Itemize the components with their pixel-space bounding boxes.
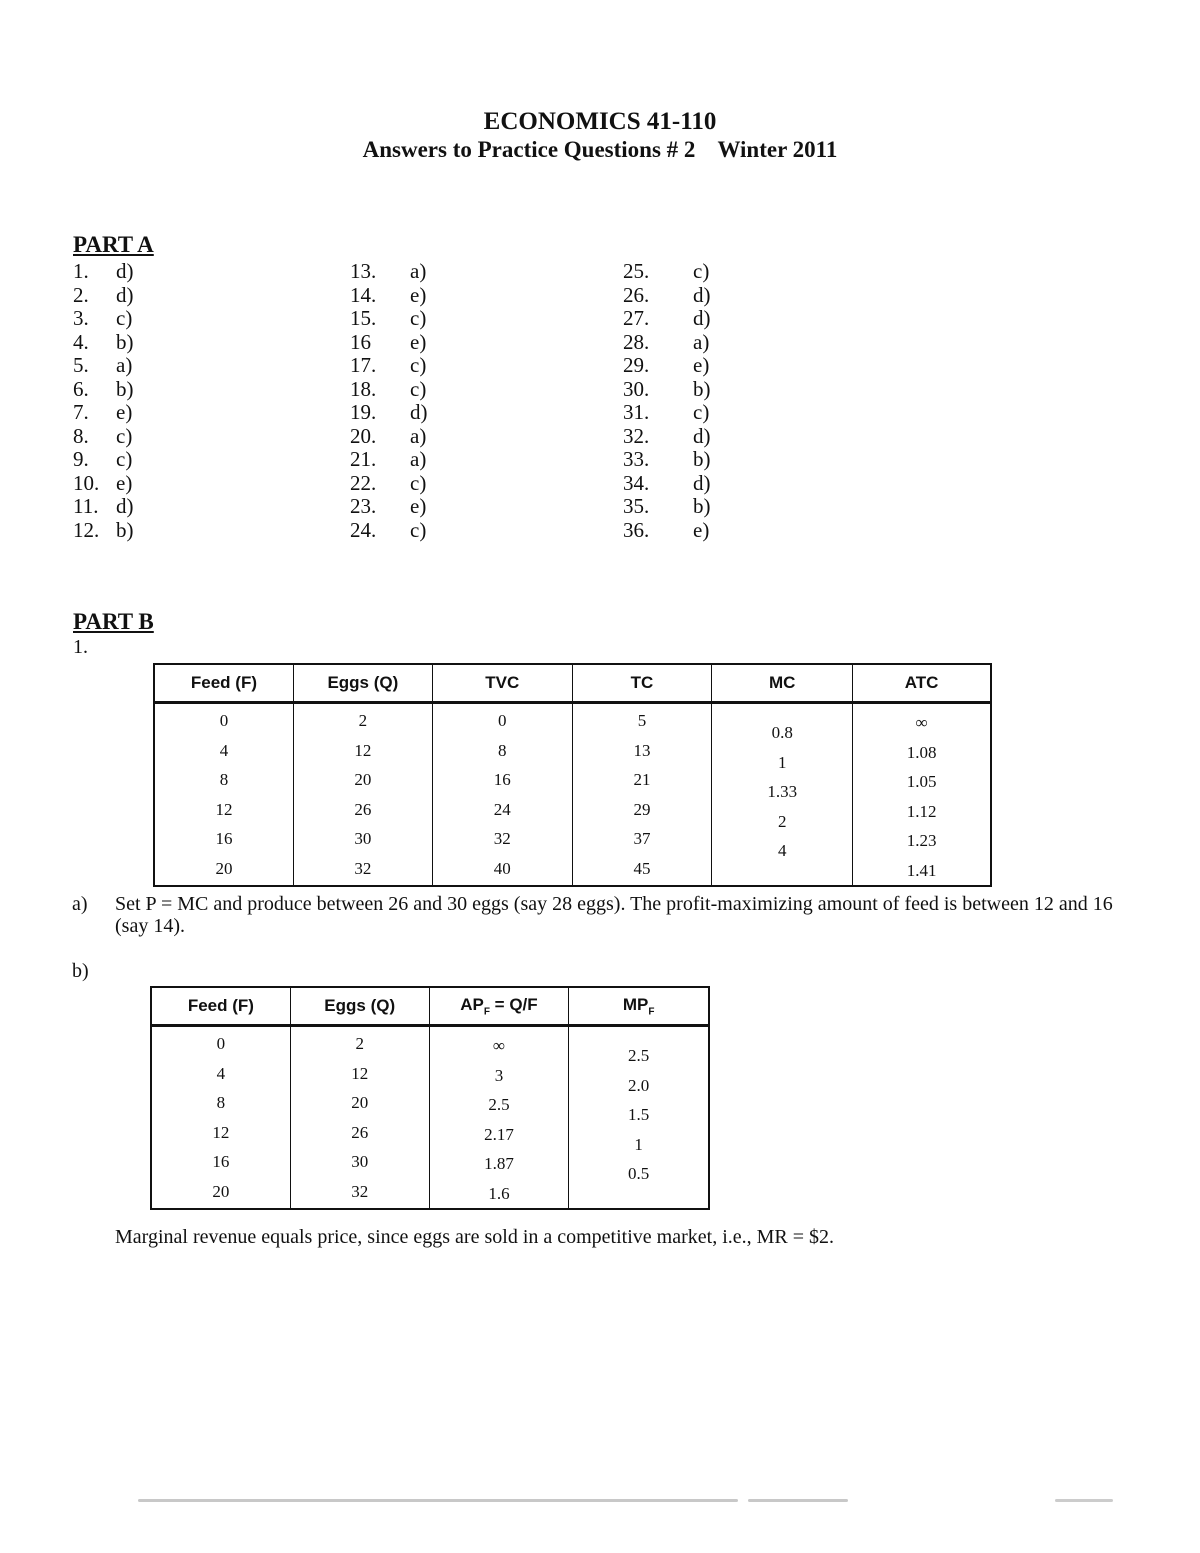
table-cell: 30	[354, 829, 372, 848]
part-a-heading: PART A	[73, 232, 154, 257]
document-subtitle	[0, 137, 1200, 163]
answer-choice: a)	[116, 353, 133, 377]
table-cell: 12	[212, 1122, 230, 1142]
question-number: 10.	[73, 470, 100, 495]
footer-smudge	[138, 1494, 858, 1508]
header-mpf: $MP_F$	[569, 987, 709, 1026]
answer-choice: b)	[116, 329, 134, 354]
table-cell: 4	[219, 740, 229, 760]
question-number: 24.	[350, 517, 377, 542]
table-cell: 8	[219, 770, 229, 789]
answer-row	[350, 472, 428, 496]
question-number: 27.	[623, 306, 650, 330]
answer-row	[350, 307, 428, 331]
tc-column	[572, 703, 712, 887]
answer-row	[350, 354, 428, 378]
answer-row	[623, 354, 711, 378]
feed-column	[154, 703, 293, 887]
table-cell: 16	[212, 1152, 230, 1171]
table-cell: 20	[354, 770, 372, 789]
part-b-label: b)	[72, 960, 89, 982]
table-cell: 12	[351, 1063, 369, 1083]
table-cell: 37	[633, 829, 651, 848]
answer-choice: c)	[410, 517, 427, 542]
table-cell: 21	[633, 770, 651, 789]
question-number: 4.	[73, 329, 89, 354]
footer-page	[1055, 1494, 1115, 1508]
table-cell: 12	[354, 740, 372, 760]
table-cell: 4	[777, 841, 787, 860]
question-number: 33.	[623, 447, 650, 471]
answer-row	[350, 284, 428, 308]
table-cell: 2	[777, 811, 787, 831]
table-cell: 8	[216, 1093, 226, 1112]
table-cell: 1.23	[906, 831, 937, 850]
question-number: 9.	[73, 447, 89, 471]
table-cell: 1.6	[488, 1183, 510, 1203]
header-feed: Feed (F)	[154, 664, 293, 703]
part-a-label: a)	[72, 893, 88, 915]
question-number: 6.	[73, 376, 89, 401]
answer-row	[350, 260, 428, 284]
answer-choice: c)	[693, 259, 710, 283]
eggs-column	[293, 703, 432, 887]
question-number: 22.	[350, 470, 377, 495]
table-cell: 2.5	[628, 1046, 650, 1065]
answer-row	[623, 401, 711, 425]
answer-choice: d)	[693, 306, 711, 330]
header-mc: MC	[712, 664, 853, 703]
answer-row	[73, 354, 134, 378]
tvc-column	[432, 703, 572, 887]
question-number: 12.	[73, 517, 100, 542]
answer-choice: d)	[693, 470, 711, 495]
mp-column	[569, 1026, 709, 1210]
question-number: 3.	[73, 306, 89, 330]
answer-row	[623, 472, 711, 496]
answer-choice: a)	[410, 259, 427, 283]
answer-row	[73, 448, 134, 472]
question-number: 15.	[350, 306, 377, 330]
answer-row	[623, 260, 711, 284]
answer-row	[73, 307, 134, 331]
answer-choice: a)	[410, 447, 427, 471]
table-cell: 0	[219, 711, 229, 730]
footer-path	[138, 1494, 858, 1508]
answer-row	[623, 307, 711, 331]
question-number: 35.	[623, 494, 650, 518]
table-cell: 0	[497, 711, 507, 730]
answer-row	[623, 448, 711, 472]
table-cell: 24	[493, 799, 511, 819]
answer-choice: d)	[116, 494, 134, 518]
answer-column-1	[73, 260, 134, 542]
header-feed-2: Feed (F)	[151, 987, 290, 1026]
answer-row	[350, 331, 428, 355]
answer-choice: e)	[410, 282, 427, 307]
answer-row	[623, 378, 711, 402]
question-number: 21.	[350, 447, 377, 471]
question-number: 31.	[623, 400, 650, 424]
answer-choice: c)	[116, 447, 133, 471]
table-cell: 1.5	[628, 1105, 650, 1124]
question-number: 11.	[73, 494, 99, 518]
question-number: 13.	[350, 259, 377, 283]
answer-choice: c)	[693, 400, 710, 424]
question-number: 18.	[350, 376, 377, 401]
table-cell: 29	[633, 799, 651, 819]
part-b-heading: PART B	[73, 609, 154, 634]
table-cell: 45	[633, 858, 651, 878]
answer-choice: c)	[410, 306, 427, 330]
part-a-answer: Set P = MC and produce between 26 and 30 eggs (say 28 eggs). The profit-maximizing amount of feed is between 12 and 16 (say 14).	[115, 893, 1113, 937]
question-number: 23.	[350, 494, 377, 518]
header-tc: TC	[572, 664, 712, 703]
table-cell: 26	[354, 799, 372, 819]
table-cell: 20	[212, 1181, 230, 1201]
question-number: 14.	[350, 282, 377, 307]
table-cell: 1	[634, 1134, 643, 1154]
answer-choice: a)	[693, 329, 710, 354]
answer-choice: d)	[116, 259, 134, 283]
table-cell: 2	[355, 1034, 364, 1053]
table-cell: 4	[216, 1063, 226, 1083]
table-cell: 1.87	[484, 1154, 514, 1173]
answer-choice: d)	[116, 282, 134, 307]
table-cell: ∞	[915, 713, 928, 732]
answer-row	[73, 331, 134, 355]
table-cell: 40	[493, 858, 511, 878]
answer-choice: e)	[116, 400, 133, 424]
cost-table	[153, 663, 992, 887]
question-number: 8.	[73, 423, 89, 448]
table-cell: 32	[354, 858, 372, 878]
answer-choice: c)	[116, 306, 133, 330]
table-cell: 32	[493, 829, 511, 848]
answer-column-3	[623, 260, 711, 542]
table-cell: 2	[358, 711, 368, 730]
answer-choice: a)	[410, 423, 427, 448]
answer-column-2	[350, 260, 428, 542]
answer-row	[350, 401, 428, 425]
table-cell: 2.0	[628, 1075, 650, 1095]
header-apf: $AP_F = Q/F$	[429, 987, 569, 1026]
header-eggs-2: Eggs (Q)	[290, 987, 429, 1026]
answer-row	[73, 495, 134, 519]
answer-choice: b)	[693, 447, 711, 471]
answer-choice: c)	[410, 470, 427, 495]
question-number: 1.	[73, 259, 89, 283]
answer-choice: e)	[410, 329, 427, 354]
table-cell: 26	[351, 1122, 369, 1142]
eggs-column-2	[290, 1026, 429, 1210]
feed-column-2	[151, 1026, 290, 1210]
table-cell: ∞	[492, 1036, 505, 1055]
table-cell: 1.41	[906, 860, 937, 880]
header-tvc: TVC	[432, 664, 572, 703]
answer-choice: e)	[693, 517, 710, 542]
table-cell: 30	[351, 1152, 369, 1171]
conclusion-text: Marginal revenue equals price, since eggs are sold in a competitive market, i.e., MR = $2.	[115, 1226, 835, 1248]
answer-choice: d)	[693, 423, 711, 448]
question-number: 34.	[623, 470, 650, 495]
answer-row	[73, 401, 134, 425]
page-smudge	[1055, 1494, 1115, 1508]
answer-row	[623, 495, 711, 519]
product-table	[150, 986, 710, 1210]
answer-choice: b)	[693, 376, 711, 401]
answer-choice: e)	[116, 470, 133, 495]
question-number: 19.	[350, 400, 377, 424]
answer-row	[623, 284, 711, 308]
table-cell: 2.17	[484, 1124, 514, 1144]
table-cell: 13	[633, 740, 651, 760]
header-eggs: Eggs (Q)	[293, 664, 432, 703]
table-cell: 8	[497, 740, 507, 760]
question-number: 7.	[73, 400, 89, 424]
answer-row	[73, 472, 134, 496]
table-cell: 2.5	[488, 1095, 510, 1114]
answer-row	[623, 425, 711, 449]
answer-row	[350, 425, 428, 449]
answer-choice: b)	[693, 494, 711, 518]
answer-row	[623, 519, 711, 543]
answer-row	[73, 284, 134, 308]
question-number: 26.	[623, 282, 650, 307]
question-number: 17.	[350, 353, 377, 377]
question-number: 2.	[73, 282, 89, 307]
answer-choice: c)	[410, 353, 427, 377]
table-cell: 20	[351, 1093, 369, 1112]
question-number: 28.	[623, 329, 650, 354]
term-text: Winter 2011	[717, 137, 838, 162]
question-number: 36.	[623, 517, 650, 542]
answer-row	[350, 448, 428, 472]
table-cell: 0.8	[771, 723, 793, 742]
ap-column	[429, 1026, 569, 1210]
answer-choice: e)	[410, 494, 427, 518]
answer-row	[73, 425, 134, 449]
answer-choice: b)	[116, 517, 134, 542]
answer-choice: c)	[410, 376, 427, 401]
table-cell: 1.05	[906, 772, 937, 791]
question-number: 20.	[350, 423, 377, 448]
question-number: 5.	[73, 353, 89, 377]
table-cell: 1.33	[767, 782, 798, 801]
table-cell: 16	[215, 829, 233, 848]
table-cell: 0.5	[628, 1164, 650, 1183]
header-atc: ATC	[853, 664, 991, 703]
subtitle-text: Answers to Practice Questions # 2	[362, 137, 696, 162]
mc-column	[712, 703, 853, 887]
answer-choice: b)	[116, 376, 134, 401]
question-number: 32.	[623, 423, 650, 448]
answer-choice: c)	[116, 423, 133, 448]
question-number: 29.	[623, 353, 650, 377]
table-cell: 12	[215, 799, 233, 819]
table-cell: 5	[637, 711, 647, 730]
table-cell: 0	[216, 1034, 226, 1053]
atc-column	[853, 703, 991, 887]
answer-row	[623, 331, 711, 355]
answer-choice: e)	[693, 353, 710, 377]
question-number: 30.	[623, 376, 650, 401]
table-cell: 1	[777, 752, 787, 772]
question-number: 1.	[73, 636, 88, 658]
answer-row	[73, 519, 134, 543]
question-number: 16	[350, 329, 371, 354]
table-cell: 1.12	[906, 801, 937, 821]
answer-row	[73, 260, 134, 284]
table-cell: 3	[494, 1065, 504, 1085]
answer-row	[350, 519, 428, 543]
table-cell: 16	[493, 770, 511, 789]
answer-row	[350, 378, 428, 402]
document-title: ECONOMICS 41-110	[483, 108, 717, 135]
table-cell: 20	[215, 858, 233, 878]
table-cell: 1.08	[906, 742, 937, 762]
answer-row	[73, 378, 134, 402]
table-cell: 32	[351, 1181, 369, 1201]
answer-choice: d)	[693, 282, 711, 307]
answer-row	[350, 495, 428, 519]
question-number: 25.	[623, 259, 650, 283]
answer-choice: d)	[410, 400, 428, 424]
